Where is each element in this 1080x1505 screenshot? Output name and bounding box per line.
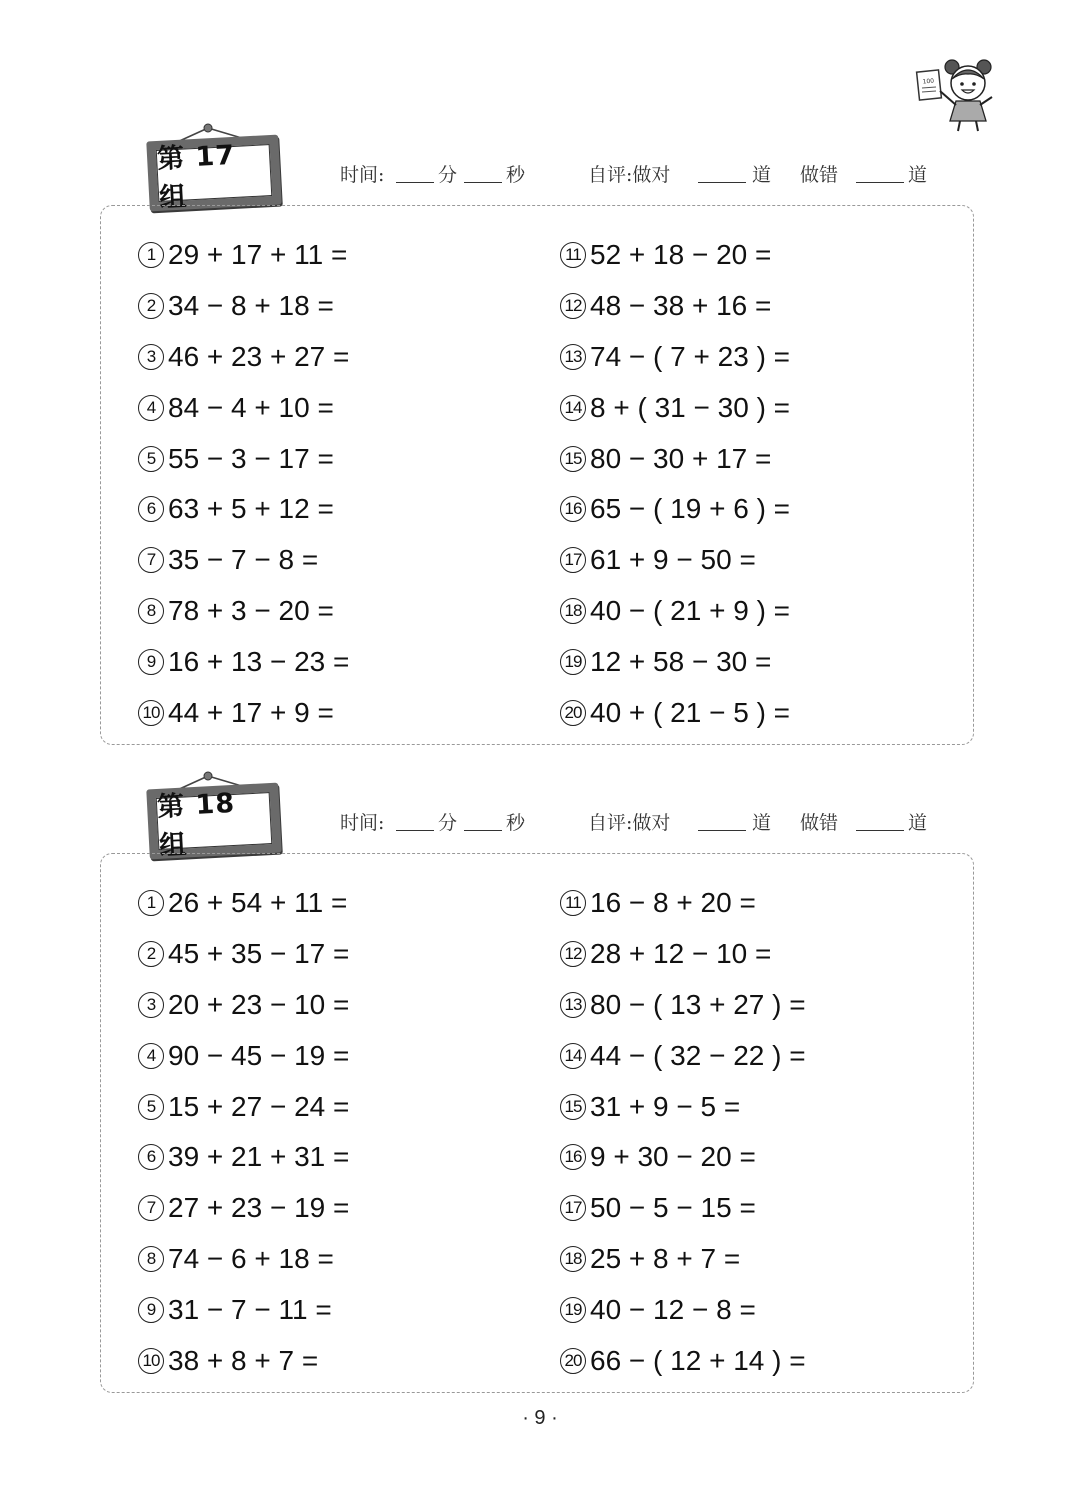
problem-expression: 28 + 12 − 10 = <box>590 938 772 970</box>
record-header <box>340 808 980 838</box>
problem-number: 8 <box>138 598 164 624</box>
problem-row <box>560 281 980 332</box>
problem-number: 6 <box>138 496 164 522</box>
problem-number: 17 <box>560 547 586 573</box>
problem-number: 15 <box>560 1094 586 1120</box>
problem-row <box>560 1081 980 1132</box>
correct-count-blank[interactable] <box>698 182 746 183</box>
problem-expression: 74 − ( 7 + 23 ) = <box>590 340 791 372</box>
minute-label: 分 <box>438 812 458 834</box>
problem-number: 10 <box>138 1348 164 1374</box>
group-sign-frame <box>146 135 281 212</box>
unit-label: 道 <box>908 812 928 834</box>
problem-number: 13 <box>560 344 586 370</box>
group-title: 第 18 组 <box>156 792 273 850</box>
problem-expression: 31 + 9 − 5 = <box>590 1090 741 1122</box>
problem-row <box>138 1081 558 1132</box>
problem-row <box>560 636 980 687</box>
problem-expression: 44 − ( 32 − 22 ) = <box>590 1039 806 1071</box>
self-eval-label: 自评:做对 <box>588 164 671 186</box>
problem-row <box>560 586 980 637</box>
problem-expression: 8 + ( 31 − 30 ) = <box>590 391 791 423</box>
problem-column-left <box>138 878 558 1386</box>
problem-expression: 27 + 23 − 19 = <box>168 1192 350 1224</box>
unit-label: 道 <box>752 164 772 186</box>
problem-number: 11 <box>560 890 586 916</box>
problem-number: 7 <box>138 547 164 573</box>
seconds-blank[interactable] <box>464 182 502 183</box>
problem-number: 17 <box>560 1195 586 1221</box>
problem-row <box>138 382 558 433</box>
problem-expression: 50 − 5 − 15 = <box>590 1192 756 1224</box>
problem-row <box>138 687 558 738</box>
problem-number: 18 <box>560 1246 586 1272</box>
wrong-label: 做错 <box>800 164 839 186</box>
problem-expression: 80 − ( 13 + 27 ) = <box>590 988 806 1020</box>
problem-number: 19 <box>560 649 586 675</box>
problem-number: 16 <box>560 496 586 522</box>
minute-label: 分 <box>438 164 458 186</box>
problem-row <box>138 1183 558 1234</box>
self-eval-label: 自评:做对 <box>588 812 671 834</box>
problem-number: 16 <box>560 1144 586 1170</box>
problem-expression: 80 − 30 + 17 = <box>590 442 772 474</box>
problem-expression: 40 − ( 21 + 9 ) = <box>590 594 791 626</box>
problem-expression: 61 + 9 − 50 = <box>590 544 756 576</box>
problem-number: 15 <box>560 446 586 472</box>
group-sign <box>144 770 290 866</box>
problem-row <box>138 1030 558 1081</box>
problem-row <box>560 1132 980 1183</box>
second-label: 秒 <box>506 812 526 834</box>
problem-row <box>138 433 558 484</box>
problem-expression: 48 − 38 + 16 = <box>590 290 772 322</box>
problem-number: 5 <box>138 446 164 472</box>
problem-row <box>560 382 980 433</box>
problem-number: 1 <box>138 242 164 268</box>
problem-row <box>560 1183 980 1234</box>
problem-row <box>560 1335 980 1386</box>
problem-row <box>138 230 558 281</box>
correct-count-blank[interactable] <box>698 830 746 831</box>
problem-expression: 84 − 4 + 10 = <box>168 391 334 423</box>
unit-label: 道 <box>752 812 772 834</box>
seconds-blank[interactable] <box>464 830 502 831</box>
problem-expression: 12 + 58 − 30 = <box>590 645 772 677</box>
problem-expression: 74 − 6 + 18 = <box>168 1242 334 1274</box>
problem-expression: 15 + 27 − 24 = <box>168 1090 350 1122</box>
problem-row <box>138 1284 558 1335</box>
group-title: 第 17 组 <box>156 144 273 202</box>
problem-number: 14 <box>560 1043 586 1069</box>
group-sign <box>144 122 290 218</box>
problem-number: 18 <box>560 598 586 624</box>
problem-expression: 25 + 8 + 7 = <box>590 1242 741 1274</box>
problem-number: 2 <box>138 293 164 319</box>
problem-number: 2 <box>138 941 164 967</box>
problem-expression: 52 + 18 − 20 = <box>590 239 772 271</box>
problem-number: 8 <box>138 1246 164 1272</box>
record-header <box>340 160 980 190</box>
problem-expression: 65 − ( 19 + 6 ) = <box>590 493 791 525</box>
problem-row <box>560 230 980 281</box>
time-label: 时间: <box>340 812 385 834</box>
problem-row <box>560 1234 980 1285</box>
problem-column-left <box>138 230 558 738</box>
problem-row <box>560 484 980 535</box>
problem-expression: 63 + 5 + 12 = <box>168 493 334 525</box>
problem-expression: 26 + 54 + 11 = <box>168 887 348 919</box>
problem-row <box>560 929 980 980</box>
problem-row <box>138 1132 558 1183</box>
problem-number: 4 <box>138 395 164 421</box>
problem-expression: 46 + 23 + 27 = <box>168 340 350 372</box>
problem-column-right <box>560 230 980 738</box>
mascot-icon <box>912 55 1002 135</box>
problem-expression: 31 − 7 − 11 = <box>168 1293 332 1325</box>
problem-expression: 20 + 23 − 10 = <box>168 988 350 1020</box>
problem-number: 12 <box>560 941 586 967</box>
problem-number: 19 <box>560 1297 586 1323</box>
wrong-count-blank[interactable] <box>856 182 904 183</box>
problem-row <box>560 980 980 1031</box>
problem-expression: 16 − 8 + 20 = <box>590 887 756 919</box>
problem-row <box>560 687 980 738</box>
problem-expression: 78 + 3 − 20 = <box>168 594 334 626</box>
problem-number: 9 <box>138 1297 164 1323</box>
problem-row <box>560 1284 980 1335</box>
problem-row <box>138 535 558 586</box>
minutes-blank[interactable] <box>396 182 434 183</box>
problem-number: 20 <box>560 1348 586 1374</box>
problem-number: 12 <box>560 293 586 319</box>
problem-row <box>138 929 558 980</box>
problem-number: 10 <box>138 700 164 726</box>
wrong-count-blank[interactable] <box>856 830 904 831</box>
problem-row <box>138 980 558 1031</box>
problem-number: 4 <box>138 1043 164 1069</box>
problem-row <box>138 281 558 332</box>
problem-number: 7 <box>138 1195 164 1221</box>
second-label: 秒 <box>506 164 526 186</box>
problem-row <box>560 332 980 383</box>
problem-number: 13 <box>560 992 586 1018</box>
page-number: · 9 · <box>522 1407 558 1429</box>
problem-row <box>560 535 980 586</box>
problem-row <box>138 1335 558 1386</box>
problem-expression: 66 − ( 12 + 14 ) = <box>590 1344 806 1376</box>
problem-number: 14 <box>560 395 586 421</box>
problem-row <box>560 1030 980 1081</box>
problem-number: 9 <box>138 649 164 675</box>
problem-row <box>138 586 558 637</box>
group-sign-frame <box>146 783 281 860</box>
mascot-sign-text: 100 <box>922 77 935 86</box>
problem-expression: 39 + 21 + 31 = <box>168 1141 350 1173</box>
minutes-blank[interactable] <box>396 830 434 831</box>
problem-row <box>138 484 558 535</box>
problem-expression: 34 − 8 + 18 = <box>168 290 334 322</box>
girl-holding-score-sheet-illustration <box>912 55 1002 135</box>
problem-expression: 29 + 17 + 11 = <box>168 239 348 271</box>
problem-expression: 38 + 8 + 7 = <box>168 1344 319 1376</box>
problem-row <box>560 433 980 484</box>
problem-expression: 16 + 13 − 23 = <box>168 645 350 677</box>
unit-label: 道 <box>908 164 928 186</box>
problem-number: 6 <box>138 1144 164 1170</box>
time-label: 时间: <box>340 164 385 186</box>
problem-row <box>560 878 980 929</box>
problem-number: 20 <box>560 700 586 726</box>
problem-number: 5 <box>138 1094 164 1120</box>
problem-number: 3 <box>138 992 164 1018</box>
problem-row <box>138 332 558 383</box>
problem-expression: 9 + 30 − 20 = <box>590 1141 756 1173</box>
problem-number: 1 <box>138 890 164 916</box>
problem-row <box>138 1234 558 1285</box>
problem-expression: 44 + 17 + 9 = <box>168 696 334 728</box>
problem-column-right <box>560 878 980 1386</box>
problem-row <box>138 636 558 687</box>
problem-expression: 55 − 3 − 17 = <box>168 442 334 474</box>
wrong-label: 做错 <box>800 812 839 834</box>
problem-expression: 40 − 12 − 8 = <box>590 1293 756 1325</box>
problem-expression: 90 − 45 − 19 = <box>168 1039 350 1071</box>
problem-expression: 45 + 35 − 17 = <box>168 938 350 970</box>
problem-number: 3 <box>138 344 164 370</box>
problem-expression: 35 − 7 − 8 = <box>168 544 319 576</box>
problem-number: 11 <box>560 242 586 268</box>
problem-row <box>138 878 558 929</box>
problem-expression: 40 + ( 21 − 5 ) = <box>590 696 791 728</box>
